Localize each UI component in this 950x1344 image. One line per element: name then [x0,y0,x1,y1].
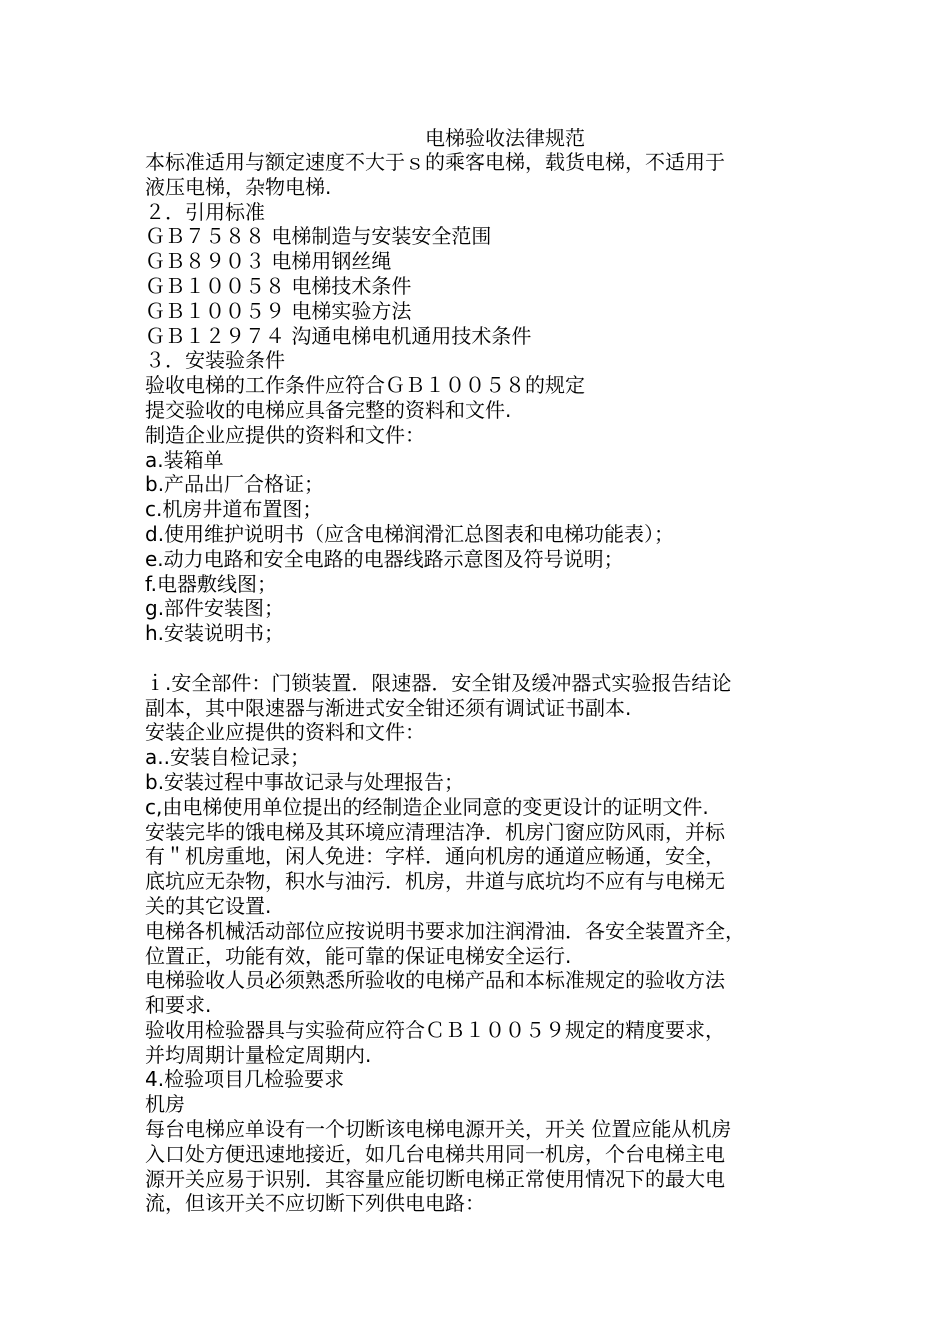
text-line: ３．安装验条件 [145,348,285,373]
text-line: ＧＢ７５８８ 电梯制造与安装安全范围 [145,224,492,249]
text-line: 位置正，功能有效，能可靠的保证电梯安全运行. [145,943,572,968]
text-line: 4.检验项目几检验要求 [145,1067,345,1092]
text-line: b.安装过程中事故记录与处理报告； [145,769,465,794]
text-line: a..安装自检记录； [145,745,310,770]
text-line: ＧＢ１００５８ 电梯技术条件 [145,273,412,298]
text-line: a.装箱单 [145,447,224,472]
text-line: 验收电梯的工作条件应符合ＧＢ１００５８的规定 [145,373,585,398]
text-line: ＧＢ８９０３ 电梯用钢丝绳 [145,249,392,274]
text-line: 验收用检验器具与实验荷应符合ＣＢ１００５９规定的精度要求， [145,1017,725,1042]
text-line: 本标准适用与额定速度不大于ｓ的乘客电梯，载货电梯，不适用于 [145,150,725,174]
text-line: 安装企业应提供的资料和文件： [145,720,425,745]
text-line: c.机房井道布置图； [145,497,323,522]
text-line: 源开关应易于识别．其容量应能切断电梯正常使用情况下的最大电 [145,1166,725,1191]
text-line: ｉ.安全部件：门锁装置．限速器．安全钳及缓冲器式实验报告结论 [145,670,732,695]
text-line: d.使用维护说明书（应含电梯润滑汇总图表和电梯功能表）； [145,521,675,546]
text-line: g.部件安装图； [145,596,285,621]
document-title: 电梯验收法律规范 [425,126,585,150]
text-line: ２．引用标准 [145,199,265,224]
text-line: 制造企业应提供的资料和文件： [145,422,425,447]
text-line: 电梯各机械活动部位应按说明书要求加注润滑油．各安全装置齐全， [145,918,745,943]
blank-line [145,646,825,671]
text-line: 流，但该开关不应切断下列供电电路： [145,1191,485,1216]
text-line: ＧＢ１２９７４ 沟通电梯电机通用技术条件 [145,323,532,348]
text-line: f.电器敷线图； [145,571,277,596]
text-line: 有＂机房重地，闲人免进：字样．通向机房的通道应畅通，安全， [145,844,725,869]
text-line: 关的其它设置. [145,893,272,918]
text-line: c,由电梯使用单位提出的经制造企业同意的变更设计的证明文件. [145,794,709,819]
document-body [145,150,825,1216]
text-line: b.产品出厂合格证； [145,472,325,497]
text-line: 液压电梯，杂物电梯. [145,174,332,199]
text-line: h.安装说明书； [145,621,285,646]
text-line: 副本，其中限速器与渐进式安全钳还须有调试证书副本. [145,695,632,720]
text-line: 提交验收的电梯应具备完整的资料和文件. [145,397,512,422]
text-line: 电梯验收人员必须熟悉所验收的电梯产品和本标准规定的验收方法 [145,968,725,993]
text-line: 和要求. [145,993,212,1018]
text-line: ＧＢ１００５９ 电梯实验方法 [145,298,412,323]
text-line: 底坑应无杂物，积水与油污．机房，井道与底坑均不应有与电梯无 [145,869,725,894]
text-line: 安装完毕的饿电梯及其环境应清理洁净．机房门窗应防风雨，并标 [145,819,725,844]
text-line: 并均周期计量检定周期内. [145,1042,372,1067]
text-line: 入口处方便迅速地接近，如几台电梯共用同一机房，个台电梯主电 [145,1141,725,1166]
text-line: e.动力电路和安全电路的电器线路示意图及符号说明； [145,546,624,571]
text-line: 机房 [145,1092,185,1117]
text-line: 每台电梯应单设有一个切断该电梯电源开关，开关 位置应能从机房 [145,1117,732,1142]
